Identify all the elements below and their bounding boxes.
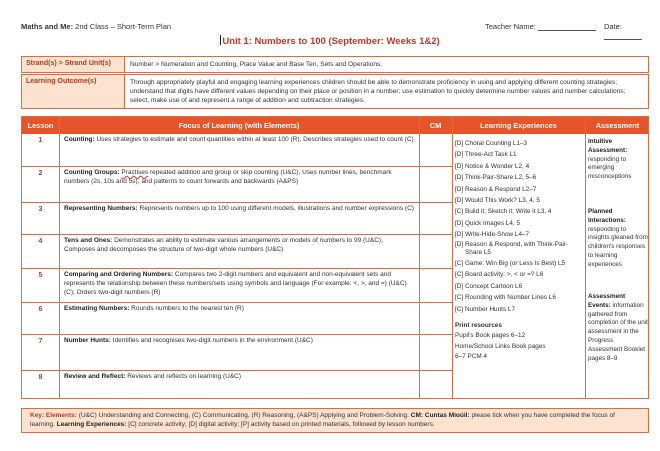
lesson-focus: Counting: Uses strategies to estimate and count quantities within at least 100 (R), Describes strategies used to count (C) [64, 136, 414, 143]
lesson-number: 5 [38, 272, 43, 279]
print-resource-item: Home/School Links Book pages [455, 342, 546, 350]
unit-title: Unit 1: Numbers to 100 (September: Weeks 1&2) [222, 36, 440, 47]
list-item: [D] Would This Work? L3, 4, 5 [455, 197, 540, 205]
list-item: [D] Three-Act Task L1 [455, 151, 517, 159]
planned-interactions: Planned Interactions: responding to insights gleaned from children's responses to learning experiences [588, 208, 648, 268]
lesson-row [22, 371, 452, 400]
list-item: [D] Notice & Wonder L2, 4 [455, 162, 530, 170]
lesson-number: 3 [38, 206, 43, 213]
list-item: [C] Build it; Sketch it; Write it L3, 4 [455, 208, 552, 216]
print-resources-heading: Print resources [455, 321, 502, 329]
page-header [21, 22, 641, 36]
document-title: Maths and Me: 2nd Class – Short-Term Plan [21, 22, 172, 31]
key-legend: Key: Elements: (U&C) Understanding and Connecting, (C) Communicating, (R) Reasoning, (A&PS) Applying and Problem-Solving. CM: Cuntas Mioúil: please tick when you have completed the focus of learning. Learning Experiences: [C] concrete activity; [D] digital activity; [P] activity based on printed materials, followed by lesson numbers. [21, 408, 649, 433]
spelling-flag: Practises [121, 169, 149, 176]
lesson-row [22, 269, 452, 303]
lesson-number: 6 [38, 306, 43, 313]
list-item: [D] Choral Counting L1–3 [455, 140, 528, 147]
lesson-number: 1 [38, 137, 43, 144]
lesson-row [22, 167, 452, 203]
lesson-focus: Review and Reflect: Reviews and reflects on learning (U&C) [64, 373, 242, 380]
learning-outcome-label: Learning Outcome(s) [22, 75, 125, 108]
lesson-number: 8 [38, 374, 43, 381]
lesson-row [22, 235, 452, 269]
learning-experiences-list [455, 138, 585, 363]
lesson-focus: Tens and Ones: Demonstrates an ability to estimate various arrangements or models of numbers to 99 (U&C), Composes and decomposes the structure of two-digit whole numbers (U&C) [64, 237, 383, 253]
lesson-number: 2 [38, 170, 43, 177]
print-resource-item: Pupil's Book pages 6–12 [455, 332, 526, 340]
date-field[interactable]: Date: [604, 22, 642, 40]
lesson-focus: Counting Groups: Practises repeated addition and group or skip counting (U&C), Uses number lines, benchmark numbers (2s, 10s and 5s), and patterns to count forwards and backwards (A&PS) [64, 169, 392, 185]
list-item: [D] Think-Pair-Share L2, 5–6 [455, 174, 537, 182]
lesson-row [22, 303, 452, 335]
column-divider [585, 117, 586, 398]
list-item: [C] Game: Win Big (or Less Is Best) L5 [455, 259, 566, 267]
list-item: [C] Number Hunts L7 [455, 305, 516, 313]
list-item: [D] Reason & Respond L2–7 [455, 185, 537, 193]
list-item: [D] Concept Cartoon L6 [455, 282, 523, 290]
assessment-events: Assessment Events: information gathered from completion of the unit assessment in the Progress Assessment Booklet pages 8–9 [588, 293, 648, 362]
strand-label: Strand(s) > Strand Unit(s) [22, 57, 125, 72]
lesson-row [22, 203, 452, 235]
list-item: [D] Write-Hide-Show L4–7 [455, 231, 530, 239]
lesson-row [22, 335, 452, 371]
lesson-table [21, 116, 649, 399]
lesson-number: 4 [38, 238, 43, 245]
print-resource-item: 6–7 PCM 4 [455, 353, 487, 361]
list-item: [D] Quick Images L4, 5 [455, 219, 520, 227]
lesson-row [22, 134, 452, 167]
header-assessment: Assessment [595, 121, 640, 130]
list-item: [D] Reason & Respond, with Think-Pair- Share L5 [455, 240, 569, 257]
learning-outcome-row [21, 74, 649, 109]
table-header [22, 117, 648, 134]
lesson-focus: Representing Numbers: Represents numbers up to 100 using different models, illustrations and number expressions (C) [64, 205, 414, 212]
column-divider [452, 117, 453, 398]
header-focus: Focus of Learning (with Elements) [178, 121, 300, 130]
intuitive-assessment: Intuitive Assessment: responding to emerging misconceptions [588, 138, 632, 181]
header-cm: CM [429, 121, 442, 130]
strand-value: Number > Numeration and Counting, Place Value and Base Ten, Sets and Operations. [130, 61, 383, 68]
lesson-focus: Number Hunts: Identifies and recognises two-digit numbers in the environment (U&C) [64, 337, 313, 344]
header-lesson: Lesson [27, 121, 54, 130]
lesson-focus: Comparing and Ordering Numbers: Compares two 2-digit numbers and equivalent and non-equivalent sets and represents the relationship between these numbers/sets using symbols and language (For example: <, >, and =) (U&C) (C); Orders two-digit numbers (R) [64, 271, 407, 296]
learning-outcome-value: Through appropriately playful and engaging learning experiences children should be able to demonstrate proficiency in using and applying different counting strategies; understand that digits have different values depending on their place or position in a number; use estimation to quickly determine number values and number calculations; select, make use of and represent a range of addition and subtraction strategies. [130, 79, 626, 105]
list-item: [C] Rounding with Number Lines L6 [455, 294, 556, 302]
header-experiences: Learning Experiences [480, 121, 557, 130]
lesson-number: 7 [38, 338, 43, 345]
teacher-name-field[interactable]: Teacher Name: [485, 22, 596, 31]
list-item: [C] Board activity: >, < or =? L6 [455, 271, 544, 279]
strand-row [21, 56, 649, 73]
lesson-focus: Estimating Numbers: Rounds numbers to the nearest ten (R) [64, 305, 244, 312]
